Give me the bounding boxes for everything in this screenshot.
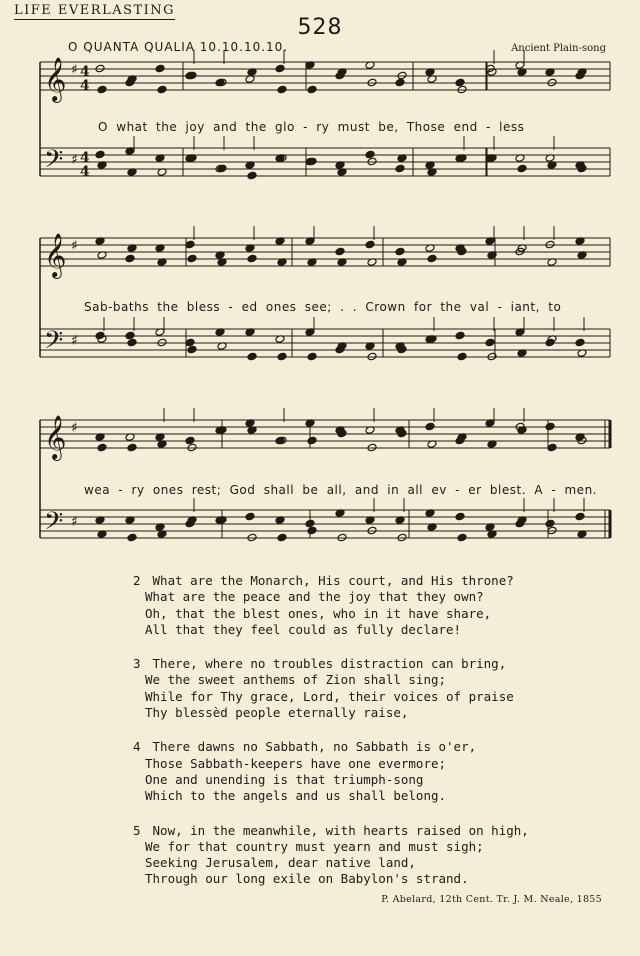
- note-head: [395, 164, 405, 173]
- stanza: [133, 573, 529, 638]
- stanza-line: We for that country must yearn and must sigh;: [145, 838, 484, 854]
- note-head: [307, 352, 317, 361]
- note-head: [575, 338, 585, 347]
- stanza-line: Which to the angels and us shall belong.: [145, 788, 447, 804]
- note-head: [185, 240, 195, 249]
- note-head: [127, 443, 137, 452]
- note-head: [307, 436, 317, 445]
- stanza-line: Oh, that the blest ones, who in it have share,: [145, 605, 492, 621]
- meter: 10.10.10.10.: [199, 40, 289, 54]
- note-head: [127, 533, 137, 542]
- note-head: [455, 512, 465, 521]
- stanza-line: Seeking Jerusalem, dear native land,: [145, 855, 416, 871]
- note-head: [307, 85, 317, 94]
- note-head: [395, 78, 405, 87]
- note-head: [335, 247, 345, 256]
- credits: P. Abelard, 12th Cent. Tr. J. M. Neale, 1855: [381, 894, 602, 905]
- tune-name: O QUANTA QUALIA: [68, 40, 195, 54]
- note-head: [485, 338, 495, 347]
- note-head: [277, 533, 287, 542]
- lyrics-line-3: wea - ry ones rest; God shall be all, and in all ev - er blest. A - men.: [84, 483, 597, 497]
- key-signature: ♯: [71, 333, 78, 349]
- bass-clef: 𝄢: [44, 145, 64, 180]
- stanza-number: 3: [133, 656, 141, 672]
- note-head: [187, 254, 197, 263]
- note-head: [277, 85, 287, 94]
- bass-clef: 𝄢: [44, 326, 64, 361]
- note-head: [547, 443, 557, 452]
- note-head: [425, 422, 435, 431]
- stanza: [133, 739, 529, 804]
- stanza-line: Through our long exile on Babylon's strand.: [145, 871, 469, 887]
- stanza: [133, 656, 529, 721]
- stanza-line: Those Sabbath-keepers have one evermore;: [145, 755, 447, 771]
- note-head: [247, 352, 257, 361]
- bass-clef: 𝄢: [44, 507, 64, 542]
- note-head: [457, 533, 467, 542]
- stanza-line: One and unending is that triumph-song: [145, 771, 424, 787]
- stanza-line: We the sweet anthems of Zion shall sing;: [145, 672, 447, 688]
- stanza-line: There dawns no Sabbath, no Sabbath is o'er,: [152, 739, 477, 755]
- time-signature: 4: [80, 164, 90, 180]
- note-head: [185, 436, 195, 445]
- note-head: [455, 331, 465, 340]
- note-head: [277, 352, 287, 361]
- key-signature: ♯: [71, 420, 78, 436]
- stanza: [133, 822, 529, 888]
- time-signature: 4: [80, 64, 90, 80]
- note-head: [455, 78, 465, 87]
- stanza-line: Now, in the meanwhile, with hearts raised on high,: [152, 822, 529, 838]
- note-head: [247, 171, 257, 180]
- time-signature: 4: [80, 78, 90, 94]
- note-head: [157, 85, 167, 94]
- stanza-line: There, where no troubles distraction can bring,: [152, 656, 507, 672]
- key-signature: ♯: [71, 514, 78, 530]
- note-head: [187, 345, 197, 354]
- note-head: [95, 150, 105, 159]
- time-signature: 4: [80, 150, 90, 166]
- stanza-number: 4: [133, 739, 141, 755]
- note-head: [365, 240, 375, 249]
- note-head: [127, 338, 137, 347]
- note-head: [545, 422, 555, 431]
- note-head: [185, 338, 195, 347]
- note-head: [247, 254, 257, 263]
- note-head: [365, 150, 375, 159]
- key-signature: ♯: [71, 62, 78, 78]
- composer: Ancient Plain-song: [511, 43, 606, 54]
- stanza-number: 2: [133, 573, 141, 588]
- section-title: LIFE EVERLASTING: [14, 3, 176, 18]
- treble-clef: 𝄞: [44, 233, 67, 277]
- stanza-line: What are the peace and the joy that they own?: [145, 589, 484, 605]
- note-head: [125, 331, 135, 340]
- note-head: [305, 519, 315, 528]
- stanza-line: What are the Monarch, His court, and His throne?: [152, 573, 514, 588]
- hymn-number: 528: [297, 15, 343, 40]
- stanzas: [133, 573, 529, 906]
- note-head: [275, 64, 285, 73]
- note-head: [427, 254, 437, 263]
- note-head: [125, 254, 135, 263]
- note-head: [245, 512, 255, 521]
- note-head: [97, 443, 107, 452]
- note-head: [155, 64, 165, 73]
- stanza-number: 5: [133, 822, 141, 838]
- note-head: [97, 85, 107, 94]
- key-signature: ♯: [71, 238, 78, 254]
- note-head: [575, 512, 585, 521]
- lyrics-line-1: O what the joy and the glo - ry must be, Those end - less: [98, 120, 525, 134]
- stanza-line: While for Thy grace, Lord, their voices of praise: [145, 688, 514, 704]
- key-signature: ♯: [71, 152, 78, 168]
- treble-clef: 𝄞: [44, 415, 67, 459]
- stanza-line: All that they feel could as fully declare!: [145, 621, 462, 637]
- lyrics-line-2: Sab-baths the bless - ed ones see; . . Crown for the val - iant, to: [84, 300, 562, 314]
- note-head: [517, 164, 527, 173]
- note-head: [307, 526, 317, 535]
- note-head: [395, 247, 405, 256]
- note-head: [545, 519, 555, 528]
- note-head: [457, 352, 467, 361]
- treble-clef: 𝄞: [44, 57, 67, 101]
- stanza-line: Thy blessèd people eternally raise,: [145, 705, 409, 721]
